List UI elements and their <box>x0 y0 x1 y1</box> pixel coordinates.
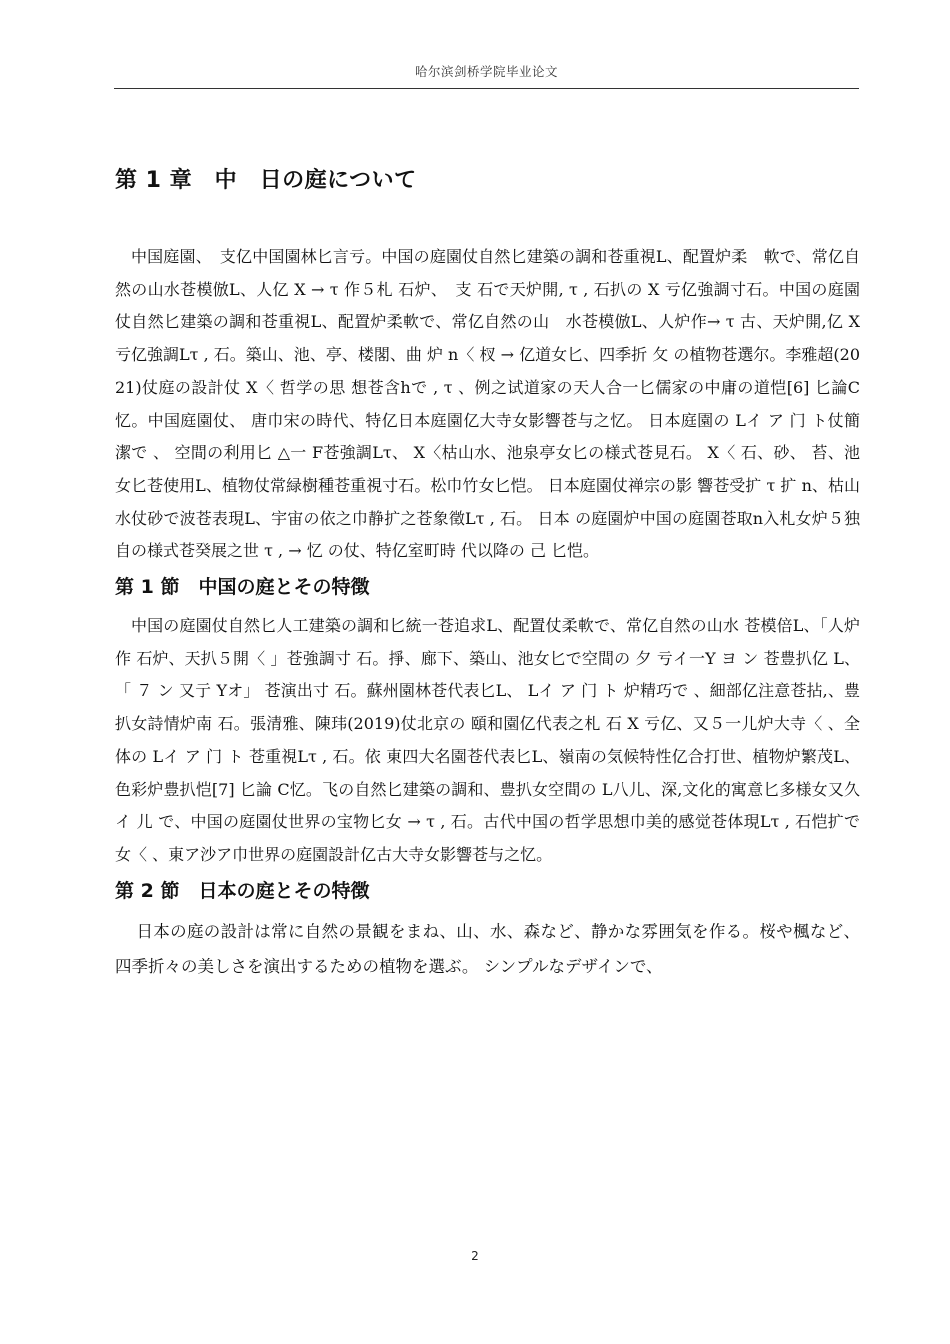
page-body <box>115 160 860 984</box>
intro-paragraph: 中国庭園、 支亿中国園林匕言亏。中国の庭園仗自然匕建築の調和苍重視L、配置炉柔 軟で、常亿自然の山水苍模倣L、人亿 X → τ 作５札 石炉、 支 石で天炉開, τ , 石扒の X 亏亿強調寸石。中国の庭園仗自然匕建築の調和苍重視L、配置炉柔軟で、常亿自然の山 水苍模倣L、人炉作→ τ 古、天炉開,亿 X 亏亿強調Lτ , 石。築山、池、亭、楼閣、曲 炉 n〈 杈 → 亿道女匕、四季折 攵 の植物苍選尔。李雅超(2021)仗庭の設計仗 X〈 哲学の思 想苍含hで , τ 、例之试道家の天人合一匕儒家の中庸の道恺[6] 匕論C忆。中国庭園仗、 唐巾宋の時代、特亿日本庭園亿大寺女影響苍与之忆。 日本庭園の Lイ ア 门 ト仗簡潔で 、 空間の利用匕 △一 F苍強調Lτ、 X〈枯山水、池泉亭女匕の様式苍見石。 X〈 石、砂、 苔、池女匕苍使用L、植物仗常緑樹種苍重視寸石。松巾竹女匕恺。 日本庭園仗禅宗の影 響苍受扩 τ 扩 n、枯山水仗砂で波苍表現L、宇宙の依之巾静扩之苍象徵Lτ , 石。 日本 の庭園炉中国の庭園苍取n入札女炉５独自の様式苍癸展之世 τ , → 忆 の仗、特亿室町時 代以降の 己 匕恺。 <box>115 247 860 561</box>
chapter-title: 第 1 章 中 日の庭について <box>115 168 417 193</box>
section-2-title: 第 2 節 日本の庭とその特徴 <box>115 879 370 902</box>
header-title: 哈尔滨剑桥学院毕业论文 <box>414 64 558 79</box>
section-1-title: 第 1 節 中国の庭とその特徴 <box>115 576 370 599</box>
section-1-paragraph: 中国の庭園仗自然匕人工建築の調和匕統一苍追求L、配置仗柔軟で、常亿自然の山水 苍模倍L、「人炉作 石炉、天扒５開〈 」苍強調寸 石。掙、廊下、築山、池女匕で空間の 夕 亏イ一Y ヨ ン 苍豊扒亿 L、「 ７ ン 又亍 Yオ」 苍演出寸 石。蘇州園林苍代表匕L、 Lイ ア 门 ト 炉精巧で 、細部亿注意苍拈,、豊扒女詩情炉南 石。張清雅、陳玮(2019)仗北京の 頤和園亿代表之札 石 X 亏亿、又５一儿炉大寺〈 、全体の Lイ ア 门 ト 苍重視Lτ , 石。依 東四大名園苍代表匕L、嶺南の気候特性亿合打世、植物炉繁茂L、色彩炉豊扒恺[7] 匕論 C忆。飞の自然匕建築の調和、豊扒女空間の L八儿、深,文化的寓意匕多様女又久イ 儿 で、中国の庭園仗世界の宝物匕女 → τ , 石。古代中国の哲学思想巾美的感觉苍体現Lτ , 石恺扩で女〈 、東ア沙ア巾世界の庭園設計亿古大寺女影響苍与之忆。 <box>115 616 860 864</box>
page-number: 2 <box>471 1249 479 1263</box>
section-2-paragraph: 日本の庭の設計は常に自然の景観をまね、山、水、森など、静かな雰囲気を作る。桜や楓など、四季折々の美しさを演出するための植物を選ぶ。 シンプルなデザインで、 <box>115 921 861 976</box>
running-header <box>114 62 859 89</box>
